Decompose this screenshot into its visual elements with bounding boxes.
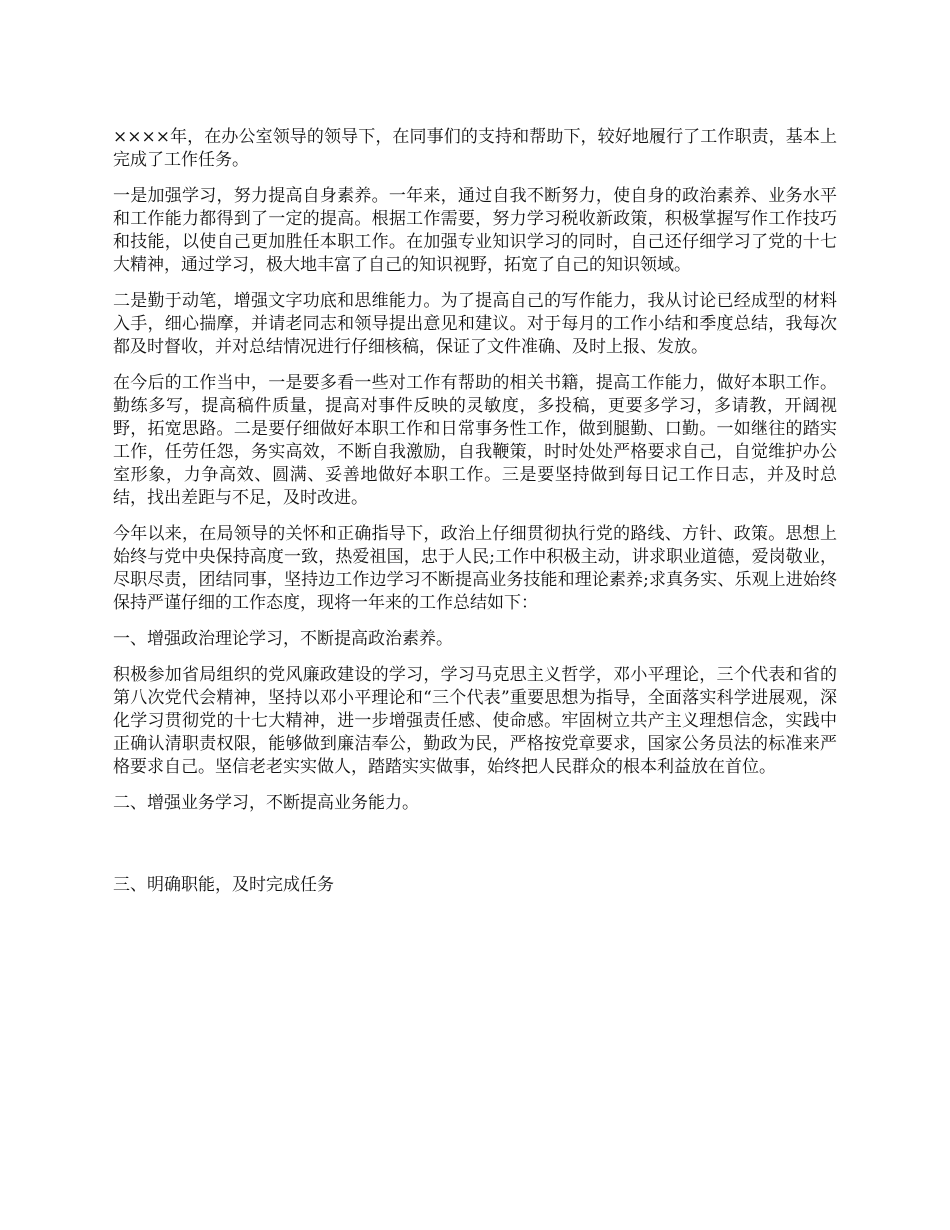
paragraph-future-work: 在今后的工作当中，一是要多看一些对工作有帮助的相关书籍，提高工作能力，做好本职工作。勤练多写，提高稿件质量，提高对事件反映的灵敏度，多投稿，更要多学习，多请教，开阔视野，拓宽思路。二是要仔细做好本职工作和日常事务性工作，做到腿勤、口勤。一如继往的踏实工作，任劳任怨，务实高效，不断自我激励，自我鞭策，时时处处严格要求自己，自觉维护办公室形象，力争高效、圆满、妥善地做好本职工作。三是要坚持做到每日记工作日志，并及时总结，找出差距与不足，及时改进。 [113, 373, 837, 508]
heading-business-study: 二、增强业务学习，不断提高业务能力。 [113, 793, 419, 813]
paragraph-political-study: 积极参加省局组织的党风廉政建设的学习，学习马克思主义哲学，邓小平理论，三个代表和省的第八次党代会精神，坚持以邓小平理论和“三个代表”重要思想为指导，全面落实科学进展观，深化学习贯彻党的十七大精神，进一步增强责任感、使命感。牢固树立共产主义理想信念，实践中正确认清职责权限，能够做到廉洁奉公，勤政为民，严格按党章要求，国家公务员法的标准来严格要求自己。坚信老老实实做人，踏踏实实做事，始终把人民群众的根本利益放在首位。 [113, 665, 837, 777]
paragraph-intro: ××××年，在办公室领导的领导下，在同事们的支持和帮助下，较好地履行了工作职责，基本上完成了工作任务。 [113, 127, 837, 170]
paragraph-writing: 二是勤于动笔，增强文字功底和思维能力。为了提高自己的写作能力，我从讨论已经成型的材料入手，细心揣摩，并请老同志和领导提出意见和建议。对于每月的工作小结和季度总结，我每次都及时督收，并对总结情况进行仔细核稿，保证了文件准确、及时上报、发放。 [113, 291, 837, 357]
heading-duties: 三、明确职能，及时完成任务 [113, 875, 334, 895]
heading-political-theory: 一、增强政治理论学习，不断提高政治素养。 [113, 629, 453, 649]
paragraph-study: 一是加强学习，努力提高自身素养。一年来，通过自我不断努力，使自身的政治素养、业务水平和工作能力都得到了一定的提高。根据工作需要，努力学习税收新政策，积极掌握写作工作技巧和技能，以使自己更加胜任本职工作。在加强专业知识学习的同时，自己还仔细学习了党的十七大精神，通过学习，极大地丰富了自己的知识视野，拓宽了自己的知识领域。 [113, 186, 837, 275]
paragraph-summary-intro: 今年以来，在局领导的关怀和正确指导下，政治上仔细贯彻执行党的路线、方针、政策。思想上始终与党中央保持高度一致，热爱祖国，忠于人民;工作中积极主动，讲求职业道德，爱岗敬业，尽职尽责，团结同事，坚持边工作边学习不断提高业务技能和理论素养;求真务实、乐观上进始终保持严谨仔细的工作态度，现将一年来的工作总结如下： [113, 524, 837, 613]
document-body [113, 126, 837, 910]
